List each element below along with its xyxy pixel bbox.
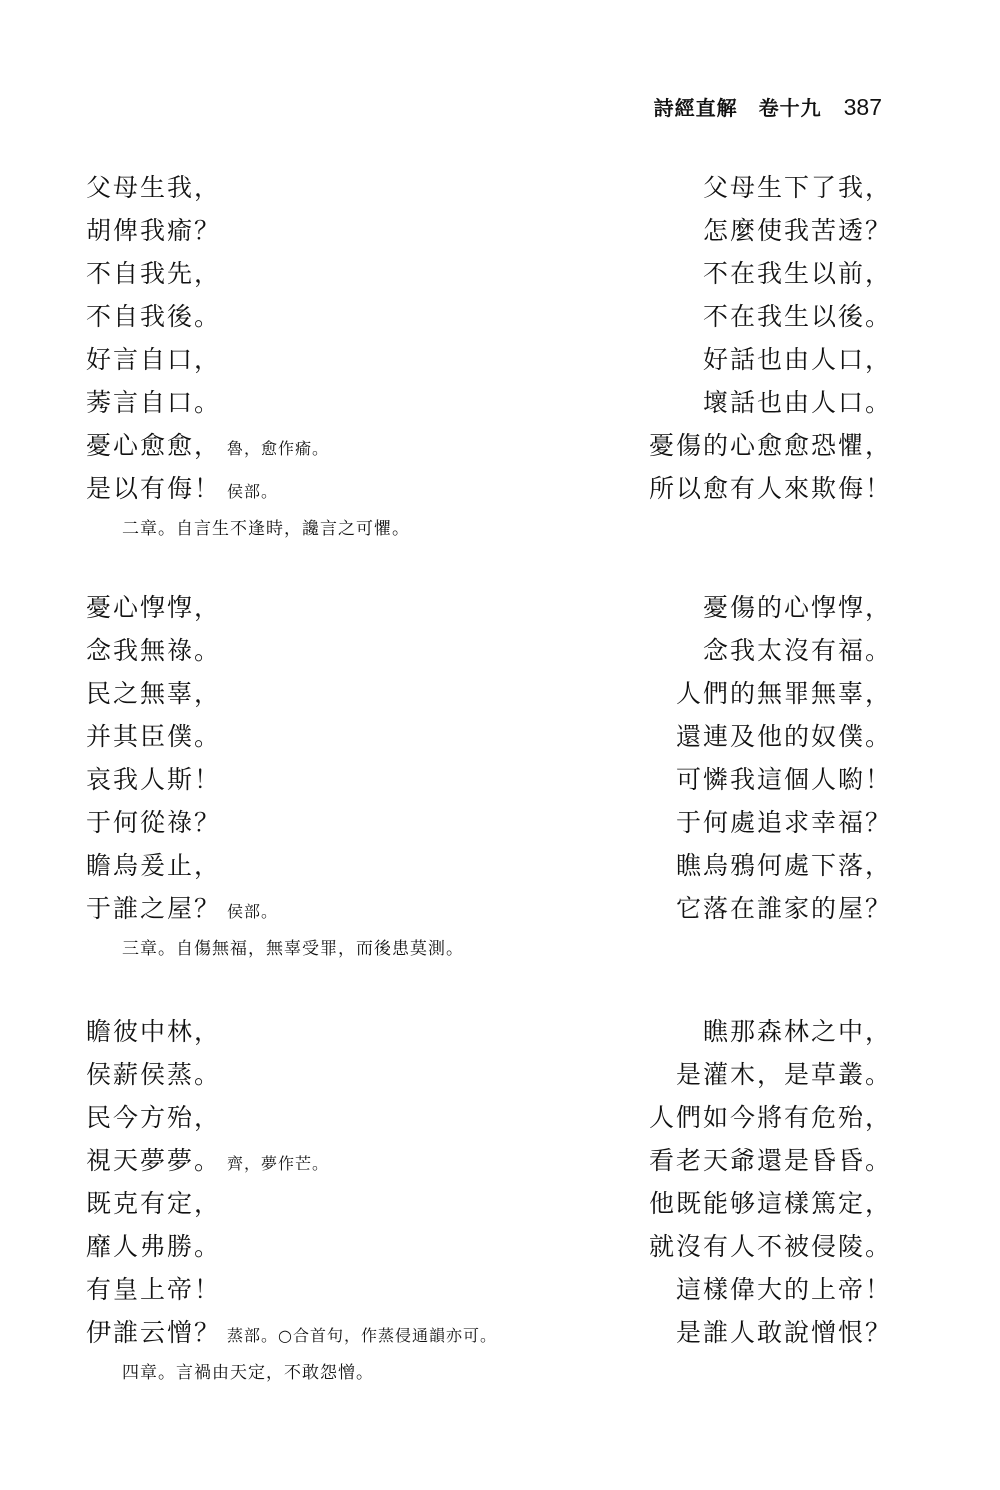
page-number: 387 bbox=[843, 94, 882, 120]
translation-line: 是誰人敢說憎恨？ bbox=[675, 1318, 892, 1347]
original-line: 瞻烏爰止， bbox=[86, 851, 222, 880]
stanza-summary: 四章。言禍由天定，不敢怨憎。 bbox=[122, 1363, 374, 1383]
original-text-group bbox=[86, 340, 221, 376]
verse-line bbox=[86, 803, 892, 846]
original-line: 視天夢夢。 bbox=[86, 1146, 222, 1175]
translation-line: 怎麼使我苦透？ bbox=[702, 216, 892, 245]
translation-line: 還連及他的奴僕。 bbox=[675, 722, 892, 751]
original-line: 憂心惸惸， bbox=[86, 593, 222, 622]
original-line: 胡俾我瘉？ bbox=[86, 216, 222, 245]
verse-line bbox=[86, 1055, 892, 1098]
verse-line bbox=[86, 889, 892, 932]
original-line: 念我無祿。 bbox=[86, 636, 222, 665]
verse-line bbox=[86, 588, 892, 631]
original-text-group bbox=[86, 1184, 221, 1220]
translation-line: 瞧烏鴉何處下落， bbox=[675, 851, 892, 880]
translation-line: 人們的無罪無辜， bbox=[675, 679, 892, 708]
stanza-summary: 三章。自傷無福，無辜受罪，而後患莫測。 bbox=[122, 939, 464, 959]
original-text-group bbox=[86, 803, 221, 839]
original-line: 是以有侮！ bbox=[86, 474, 222, 503]
original-line: 莠言自口。 bbox=[86, 388, 222, 417]
original-text-group bbox=[86, 254, 221, 290]
translation-line: 所以愈有人來欺侮！ bbox=[648, 474, 892, 503]
verse-line bbox=[86, 1098, 892, 1141]
original-text-group bbox=[86, 889, 278, 925]
original-text-group bbox=[86, 760, 221, 796]
rhyme-note: 蒸部。○合首句，作蒸侵通韻亦可。 bbox=[227, 1326, 497, 1345]
rhyme-note: 侯部。 bbox=[227, 482, 279, 501]
verse-line bbox=[86, 1184, 892, 1227]
translation-line: 父母生下了我， bbox=[702, 173, 892, 202]
verse-line bbox=[86, 717, 892, 760]
original-text-group bbox=[86, 297, 221, 333]
translation-line: 壞話也由人口。 bbox=[702, 388, 892, 417]
original-text-group bbox=[86, 1270, 221, 1306]
translation-line: 念我太沒有福。 bbox=[702, 636, 892, 665]
translation-line: 這樣偉大的上帝！ bbox=[675, 1275, 892, 1304]
original-text-group bbox=[86, 1313, 497, 1349]
translation-line: 它落在誰家的屋？ bbox=[675, 894, 892, 923]
original-line: 民今方殆， bbox=[86, 1103, 222, 1132]
verse-line bbox=[86, 1012, 892, 1055]
original-text-group bbox=[86, 426, 329, 462]
original-line: 伊誰云憎？ bbox=[86, 1318, 222, 1347]
verse-line bbox=[86, 1313, 892, 1356]
original-line: 好言自口， bbox=[86, 345, 222, 374]
original-text-group bbox=[86, 588, 221, 624]
translation-line: 瞧那森林之中， bbox=[702, 1017, 892, 1046]
translation-line: 好話也由人口， bbox=[702, 345, 892, 374]
translation-line: 不在我生以後。 bbox=[702, 302, 892, 331]
original-line: 父母生我， bbox=[86, 173, 222, 202]
verse-line bbox=[86, 1141, 892, 1184]
translation-line: 就沒有人不被侵陵。 bbox=[648, 1232, 892, 1261]
original-line: 并其臣僕。 bbox=[86, 722, 222, 751]
verse-line bbox=[86, 168, 892, 211]
original-line: 不自我後。 bbox=[86, 302, 222, 331]
verse-line bbox=[86, 1270, 892, 1313]
original-text-group bbox=[86, 717, 221, 753]
verse-line bbox=[86, 340, 892, 383]
original-text-group bbox=[86, 211, 221, 247]
verse-line bbox=[86, 254, 892, 297]
translation-line: 不在我生以前， bbox=[702, 259, 892, 288]
original-line: 哀我人斯！ bbox=[86, 765, 222, 794]
stanza bbox=[86, 588, 892, 959]
verse-line bbox=[86, 297, 892, 340]
rhyme-note: 齊，夢作芒。 bbox=[227, 1154, 330, 1173]
original-text-group bbox=[86, 846, 221, 882]
original-text-group bbox=[86, 383, 221, 419]
original-line: 于何從祿？ bbox=[86, 808, 222, 837]
verse-line bbox=[86, 846, 892, 889]
original-line: 民之無辜， bbox=[86, 679, 222, 708]
rhyme-note: 魯，愈作瘉。 bbox=[227, 439, 330, 458]
original-line: 侯薪侯蒸。 bbox=[86, 1060, 222, 1089]
verse-line bbox=[86, 674, 892, 717]
original-text-group bbox=[86, 631, 221, 667]
book-title: 詩經直解 卷十九 bbox=[653, 96, 822, 120]
original-text-group bbox=[86, 674, 221, 710]
original-line: 不自我先， bbox=[86, 259, 222, 288]
original-text-group bbox=[86, 1141, 329, 1177]
verse-line bbox=[86, 1227, 892, 1270]
stanza bbox=[86, 1012, 892, 1383]
translation-line: 憂傷的心惸惸， bbox=[702, 593, 892, 622]
translation-line: 看老天爺還是昏昏。 bbox=[648, 1146, 892, 1175]
original-text-group bbox=[86, 1012, 221, 1048]
original-text-group bbox=[86, 1098, 221, 1134]
original-line: 瞻彼中林， bbox=[86, 1017, 222, 1046]
translation-line: 是灌木，是草叢。 bbox=[675, 1060, 892, 1089]
original-text-group bbox=[86, 469, 278, 505]
running-header bbox=[654, 92, 882, 121]
translation-line: 憂傷的心愈愈恐懼， bbox=[648, 431, 892, 460]
rhyme-note: 侯部。 bbox=[227, 902, 279, 921]
original-line: 既克有定， bbox=[86, 1189, 222, 1218]
translation-line: 人們如今將有危殆， bbox=[648, 1103, 892, 1132]
verse-line bbox=[86, 631, 892, 674]
verse-line bbox=[86, 469, 892, 512]
verse-line bbox=[86, 760, 892, 803]
translation-line: 可憐我這個人喲！ bbox=[675, 765, 892, 794]
original-line: 有皇上帝！ bbox=[86, 1275, 222, 1304]
verse-line bbox=[86, 383, 892, 426]
verse-line bbox=[86, 426, 892, 469]
stanza-summary: 二章。自言生不逢時，讒言之可懼。 bbox=[122, 519, 410, 539]
original-text-group bbox=[86, 1227, 221, 1263]
original-line: 于誰之屋？ bbox=[86, 894, 222, 923]
stanza bbox=[86, 168, 892, 539]
original-text-group bbox=[86, 168, 221, 204]
original-line: 憂心愈愈， bbox=[86, 431, 222, 460]
translation-line: 于何處追求幸福？ bbox=[675, 808, 892, 837]
translation-line: 他既能够這樣篤定， bbox=[648, 1189, 892, 1218]
original-text-group bbox=[86, 1055, 221, 1091]
original-line: 靡人弗勝。 bbox=[86, 1232, 222, 1261]
verse-line bbox=[86, 211, 892, 254]
